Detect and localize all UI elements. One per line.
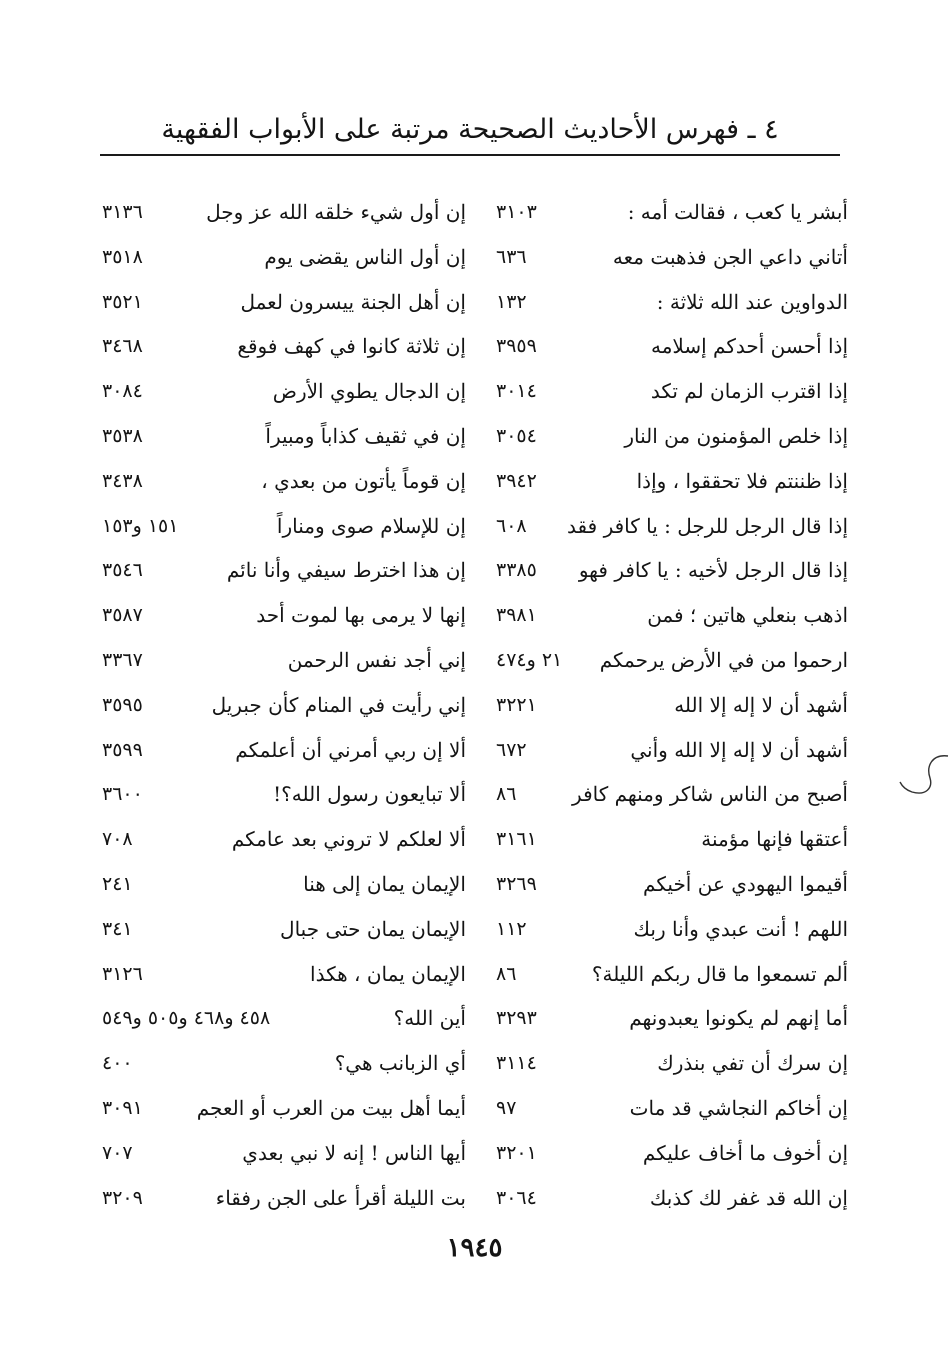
index-entry [478, 324, 848, 369]
hadith-incipit: ارحموا من في الأرض يرحمكم [599, 647, 848, 672]
hadith-incipit: أشهد أن لا إله إلا الله وأني [630, 737, 848, 762]
hadith-number: ٣١٦١ [496, 828, 537, 851]
index-entry [478, 1041, 848, 1086]
hadith-index [96, 190, 848, 1220]
index-entry [478, 1086, 848, 1131]
hadith-number: ٣٣٨٥ [496, 559, 537, 582]
index-entry [478, 907, 848, 952]
hadith-number: ١٥١ و١٥٣ [102, 514, 179, 537]
hadith-number: ٣٠٨٤ [102, 380, 143, 403]
index-entry [96, 817, 466, 862]
index-entry [478, 683, 848, 728]
hadith-number: ٣٥٣٨ [102, 424, 143, 447]
hadith-number: ٣٥٢١ [102, 290, 143, 313]
index-entry [96, 1131, 466, 1176]
hadith-number: ١٣٢ [496, 290, 527, 313]
hadith-incipit: إن الله قد غفر لك كذبك [649, 1185, 848, 1210]
index-entry [96, 280, 466, 325]
index-entry [478, 1131, 848, 1176]
hadith-number: ٣٠١٤ [496, 380, 537, 403]
hadith-incipit: أقيموا اليهودي عن أخيكم [643, 871, 848, 896]
hadith-number: ٣٢٠١ [496, 1141, 537, 1164]
hadith-incipit: إن للإسلام صوى ومناراً [276, 513, 466, 538]
index-entry [96, 1176, 466, 1221]
hadith-number: ٢١ و٤٧٤ [496, 648, 563, 671]
hadith-incipit: إني رأيت في المنام كأن جبريل [211, 692, 466, 717]
hadith-number: ٣٩٨١ [496, 604, 537, 627]
hadith-incipit: أي الزبانب هي؟ [334, 1051, 466, 1076]
index-entry [478, 1176, 848, 1221]
hadith-number: ٣٤١ [102, 917, 133, 940]
hadith-incipit: أيما أهل بيت من العرب أو العجم [196, 1095, 466, 1120]
index-entry [96, 862, 466, 907]
hadith-number: ٣٤٣٨ [102, 469, 143, 492]
hadith-number: ٣٤٦٨ [102, 335, 143, 358]
hadith-incipit: أبشر يا كعب ، فقالت أمه : [627, 200, 848, 224]
hadith-number: ٣٢٠٩ [102, 1186, 143, 1209]
hadith-number: ٤٥٨ و٤٦٨ و٥٠٥ و٥٤٩ [102, 1007, 271, 1030]
hadith-number: ٣١٢٦ [102, 962, 143, 985]
hadith-number: ٣٥٨٧ [102, 604, 143, 627]
index-entry [96, 996, 466, 1041]
hadith-incipit: إني أجد نفس الرحمن [287, 647, 466, 672]
index-entry [478, 862, 848, 907]
hadith-number: ٨٦ [496, 962, 517, 985]
index-entry [478, 996, 848, 1041]
hadith-incipit: ألا تبايعون رسول الله؟! [273, 782, 466, 807]
index-entry [96, 190, 466, 235]
index-entry [96, 1041, 466, 1086]
hadith-number: ٣١٠٣ [496, 201, 537, 223]
hadith-number: ٧٠٨ [102, 828, 133, 851]
index-entry [96, 459, 466, 504]
hadith-number: ٤٠٠ [102, 1052, 133, 1075]
index-entry [478, 369, 848, 414]
hadith-number: ٣١١٤ [496, 1052, 537, 1075]
hadith-incipit: أتاني داعي الجن فذهبت معه [612, 244, 848, 269]
hadith-number: ٩٧ [496, 1096, 517, 1119]
hadith-number: ٣٥٩٥ [102, 693, 143, 716]
hadith-incipit: الإيمان يمان إلى هنا [303, 871, 466, 896]
left-column [96, 190, 466, 1220]
hadith-incipit: أشهد أن لا إله إلا الله [674, 692, 848, 717]
hadith-number: ٢٤١ [102, 872, 133, 895]
page-number: ١٩٤٥ [446, 1233, 503, 1263]
running-header: ٤ ـ فهرس الأحاديث الصحيحة مرتبة على الأبواب الفقهية [161, 114, 779, 145]
hadith-number: ٦٧٢ [496, 738, 527, 761]
index-entry [96, 324, 466, 369]
index-entry [96, 369, 466, 414]
hadith-incipit: أيها الناس ! إنه لا نبي بعدي [242, 1140, 466, 1165]
hadith-number: ٣٩٥٩ [496, 335, 537, 358]
hadith-incipit: إذا اقترب الزمان لم تكد [650, 379, 848, 404]
hadith-number: ٣٥١٨ [102, 245, 143, 268]
index-entry [478, 638, 848, 683]
right-column [478, 190, 848, 1220]
hadith-number: ٣٠٦٤ [496, 1186, 537, 1209]
hadith-number: ١١٢ [496, 917, 527, 940]
hadith-incipit: إذا قال الرجل للرجل : يا كافر فقد [567, 513, 848, 538]
index-entry [478, 459, 848, 504]
index-entry [96, 638, 466, 683]
hadith-incipit: أين الله؟ [393, 1006, 466, 1031]
hadith-number: ٣٥٩٩ [102, 738, 143, 761]
hadith-number: ٣٥٤٦ [102, 559, 143, 582]
index-entry [96, 504, 466, 549]
hadith-incipit: إذا أحسن أحدكم إسلامه [650, 334, 848, 359]
index-entry [478, 817, 848, 862]
hadith-incipit: أصبح من الناس شاكر ومنهم كافر [572, 782, 848, 807]
hadith-number: ٣٢٦٩ [496, 872, 537, 895]
hadith-incipit: إذا قال الرجل لأخيه : يا كافر فهو [578, 558, 848, 583]
index-entry [96, 683, 466, 728]
hadith-incipit: ألا لعلكم لا تروني بعد عامكم [231, 827, 466, 852]
hadith-incipit: إن في ثقيف كذاباً ومبيراً [265, 423, 466, 448]
hadith-incipit: إن هذا اخترط سيفي وأنا نائم [226, 558, 466, 583]
hadith-number: ٦٠٨ [496, 514, 527, 537]
hadith-incipit: الدواوين عند الله ثلاثة : [656, 289, 848, 314]
index-entry [478, 280, 848, 325]
index-entry [96, 728, 466, 773]
hadith-number: ٣٣٦٧ [102, 648, 143, 671]
hadith-number: ٣٦٠٠ [102, 783, 143, 806]
hadith-incipit: إن أخوف ما أخاف عليكم [642, 1140, 848, 1165]
hadith-number: ٣١٣٦ [102, 201, 143, 223]
hadith-incipit: اذهب بنعلي هاتين ؛ فمن [647, 603, 848, 628]
hadith-incipit: إن قوماً يأتون من بعدي ، [261, 468, 466, 493]
hadith-number: ٣٠٥٤ [496, 424, 537, 447]
index-entry [96, 593, 466, 638]
hadith-incipit: إن أول الناس يقضى يوم [264, 244, 466, 269]
hadith-incipit: اللهم ! أنت عبدي وأنا ربك [633, 916, 848, 941]
index-entry [96, 414, 466, 459]
hadith-incipit: إن أول شيء خلقه الله عز وجل [206, 200, 466, 224]
hadith-incipit: إذا خلص المؤمنون من النار [624, 423, 848, 448]
index-entry [478, 190, 848, 235]
hadith-incipit: ألا إن ربي أمرني أن أعلمكم [235, 737, 466, 762]
hadith-incipit: ألم تسمعوا ما قال ربكم الليلة؟ [591, 961, 848, 986]
index-entry [96, 907, 466, 952]
margin-mark [896, 752, 949, 802]
hadith-number: ٣٩٤٢ [496, 469, 537, 492]
index-entry [478, 548, 848, 593]
index-entry [96, 548, 466, 593]
hadith-incipit: الإيمان يمان حتى جبال [280, 916, 466, 941]
hadith-incipit: الإيمان يمان ، هكذا [310, 961, 466, 986]
index-entry [478, 504, 848, 549]
index-entry [478, 593, 848, 638]
index-entry [96, 235, 466, 280]
index-entry [478, 728, 848, 773]
hadith-incipit: إن الدجال يطوي الأرض [272, 379, 466, 404]
header-rule [100, 154, 840, 156]
hadith-number: ٣٢٩٣ [496, 1007, 537, 1030]
hadith-incipit: إن ثلاثة كانوا في كهف فوقع [237, 334, 466, 359]
index-entry [96, 772, 466, 817]
index-entry [96, 952, 466, 997]
hadith-incipit: بت الليلة أقرأ على الجن رفقاء [215, 1185, 466, 1210]
hadith-number: ٣٠٩١ [102, 1096, 143, 1119]
index-entry [96, 1086, 466, 1131]
hadith-incipit: إن أخاكم النجاشي قد مات [629, 1095, 848, 1120]
hadith-incipit: إن سرك أن تفي بنذرك [657, 1051, 848, 1076]
hadith-incipit: أعتقها فإنها مؤمنة [701, 827, 848, 852]
index-entry [478, 414, 848, 459]
hadith-incipit: إذا ظننتم فلا تحققوا ، وإذا [636, 468, 848, 493]
hadith-number: ٦٣٦ [496, 245, 527, 268]
index-entry [478, 952, 848, 997]
index-entry [478, 235, 848, 280]
index-entry [478, 772, 848, 817]
hadith-number: ٨٦ [496, 783, 517, 806]
hadith-incipit: إن أهل الجنة ييسرون لعمل [240, 289, 466, 314]
hadith-number: ٧٠٧ [102, 1141, 133, 1164]
hadith-number: ٣٢٢١ [496, 693, 537, 716]
hadith-incipit: إنها لا يرمى بها لموت أحد [256, 603, 466, 628]
hadith-incipit: أما إنهم لم يكونوا يعبدونهم [629, 1006, 848, 1031]
